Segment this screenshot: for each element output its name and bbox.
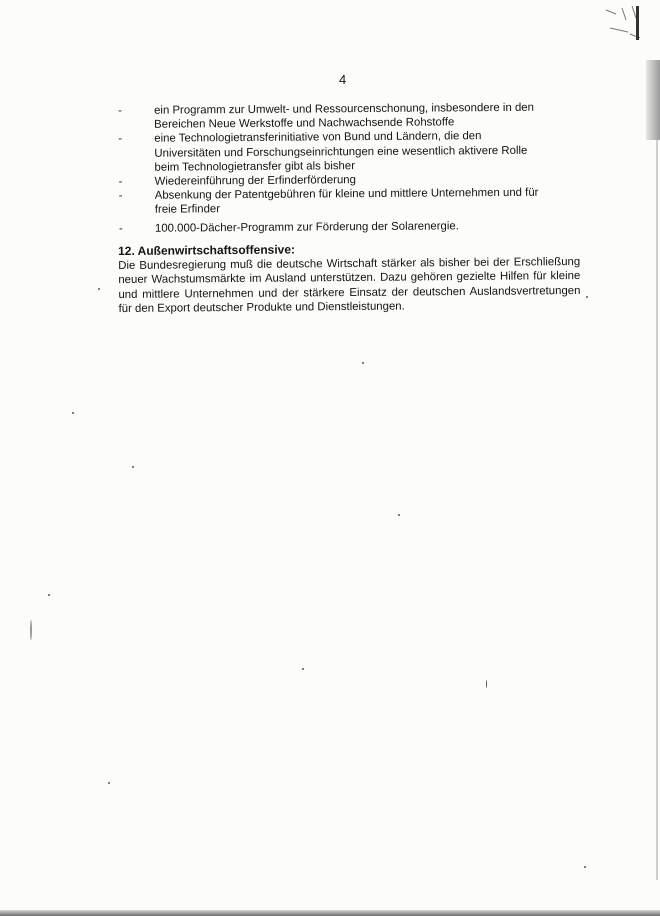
section-title: 12. Außenwirtschaftsoffensive: <box>118 242 296 258</box>
page-number: 4 <box>339 72 347 87</box>
scan-speck <box>486 680 487 688</box>
list-item <box>116 129 586 175</box>
list-item-line: ein Programm zur Umwelt- und Ressourcenschonung, insbesondere in den <box>154 101 534 117</box>
scan-speck <box>398 514 400 516</box>
bullet-marker: - <box>118 222 123 235</box>
scan-speck <box>72 412 74 414</box>
list-item-line: Wiedereinführung der Erfinderförderung <box>154 174 357 188</box>
scan-speck <box>48 594 50 596</box>
scan-speck <box>302 668 304 670</box>
list-item-line: beim Technologietransfer gibt als bisher <box>154 159 356 174</box>
scan-speck <box>98 288 100 290</box>
scan-corner-mark <box>602 4 642 44</box>
list-item <box>116 100 586 132</box>
list-item <box>117 218 587 236</box>
scan-speck <box>584 866 586 868</box>
list-item-line: Universitäten und Forschungseinrichtungen eine wesentlich aktivere Rolle <box>154 144 528 160</box>
bullet-marker: - <box>118 190 123 203</box>
section-body: Die Bundesregierung muß die deutsche Wirtschaft stärker als bisher bei der Erschließung neuer Wachstumsmärkte im Ausland unterstützen. Dazu gehören gezielte Hilfen für kleine und mittlere Unternehmen und der stärkere Einsatz der deutschen Auslandsvertretungen für den Export deutscher Produkte und Dienstleistungen. <box>118 255 581 316</box>
bullet-marker: - <box>118 104 122 117</box>
bullet-marker: - <box>118 175 123 188</box>
scan-edge-shadow <box>646 60 660 140</box>
scan-bottom-edge <box>0 910 660 916</box>
scan-speck <box>362 362 364 364</box>
list-item-line: Absenkung der Patentgebühren für kleine und mittlere Unternehmen und für <box>154 186 539 202</box>
bullet-marker: - <box>118 133 123 146</box>
section-foreign-trade <box>118 240 581 317</box>
scan-speck <box>30 620 32 640</box>
scan-edge-line <box>656 140 658 880</box>
scan-speck <box>108 782 110 784</box>
list-item-line: 100.000-Dächer-Programm zur Förderung der Solarenergie. <box>154 219 459 235</box>
list-item-line: Bereichen Neue Werkstoffe und Nachwachsende Rohstoffe <box>154 116 455 131</box>
scan-speck <box>586 296 588 298</box>
list-item <box>117 186 587 218</box>
scan-speck <box>132 466 134 468</box>
list-item-line: freie Erfinder <box>154 203 221 217</box>
list-item-line: eine Technologietransferinitiative von Bund und Ländern, die den <box>154 130 482 146</box>
bullet-list <box>116 100 587 236</box>
